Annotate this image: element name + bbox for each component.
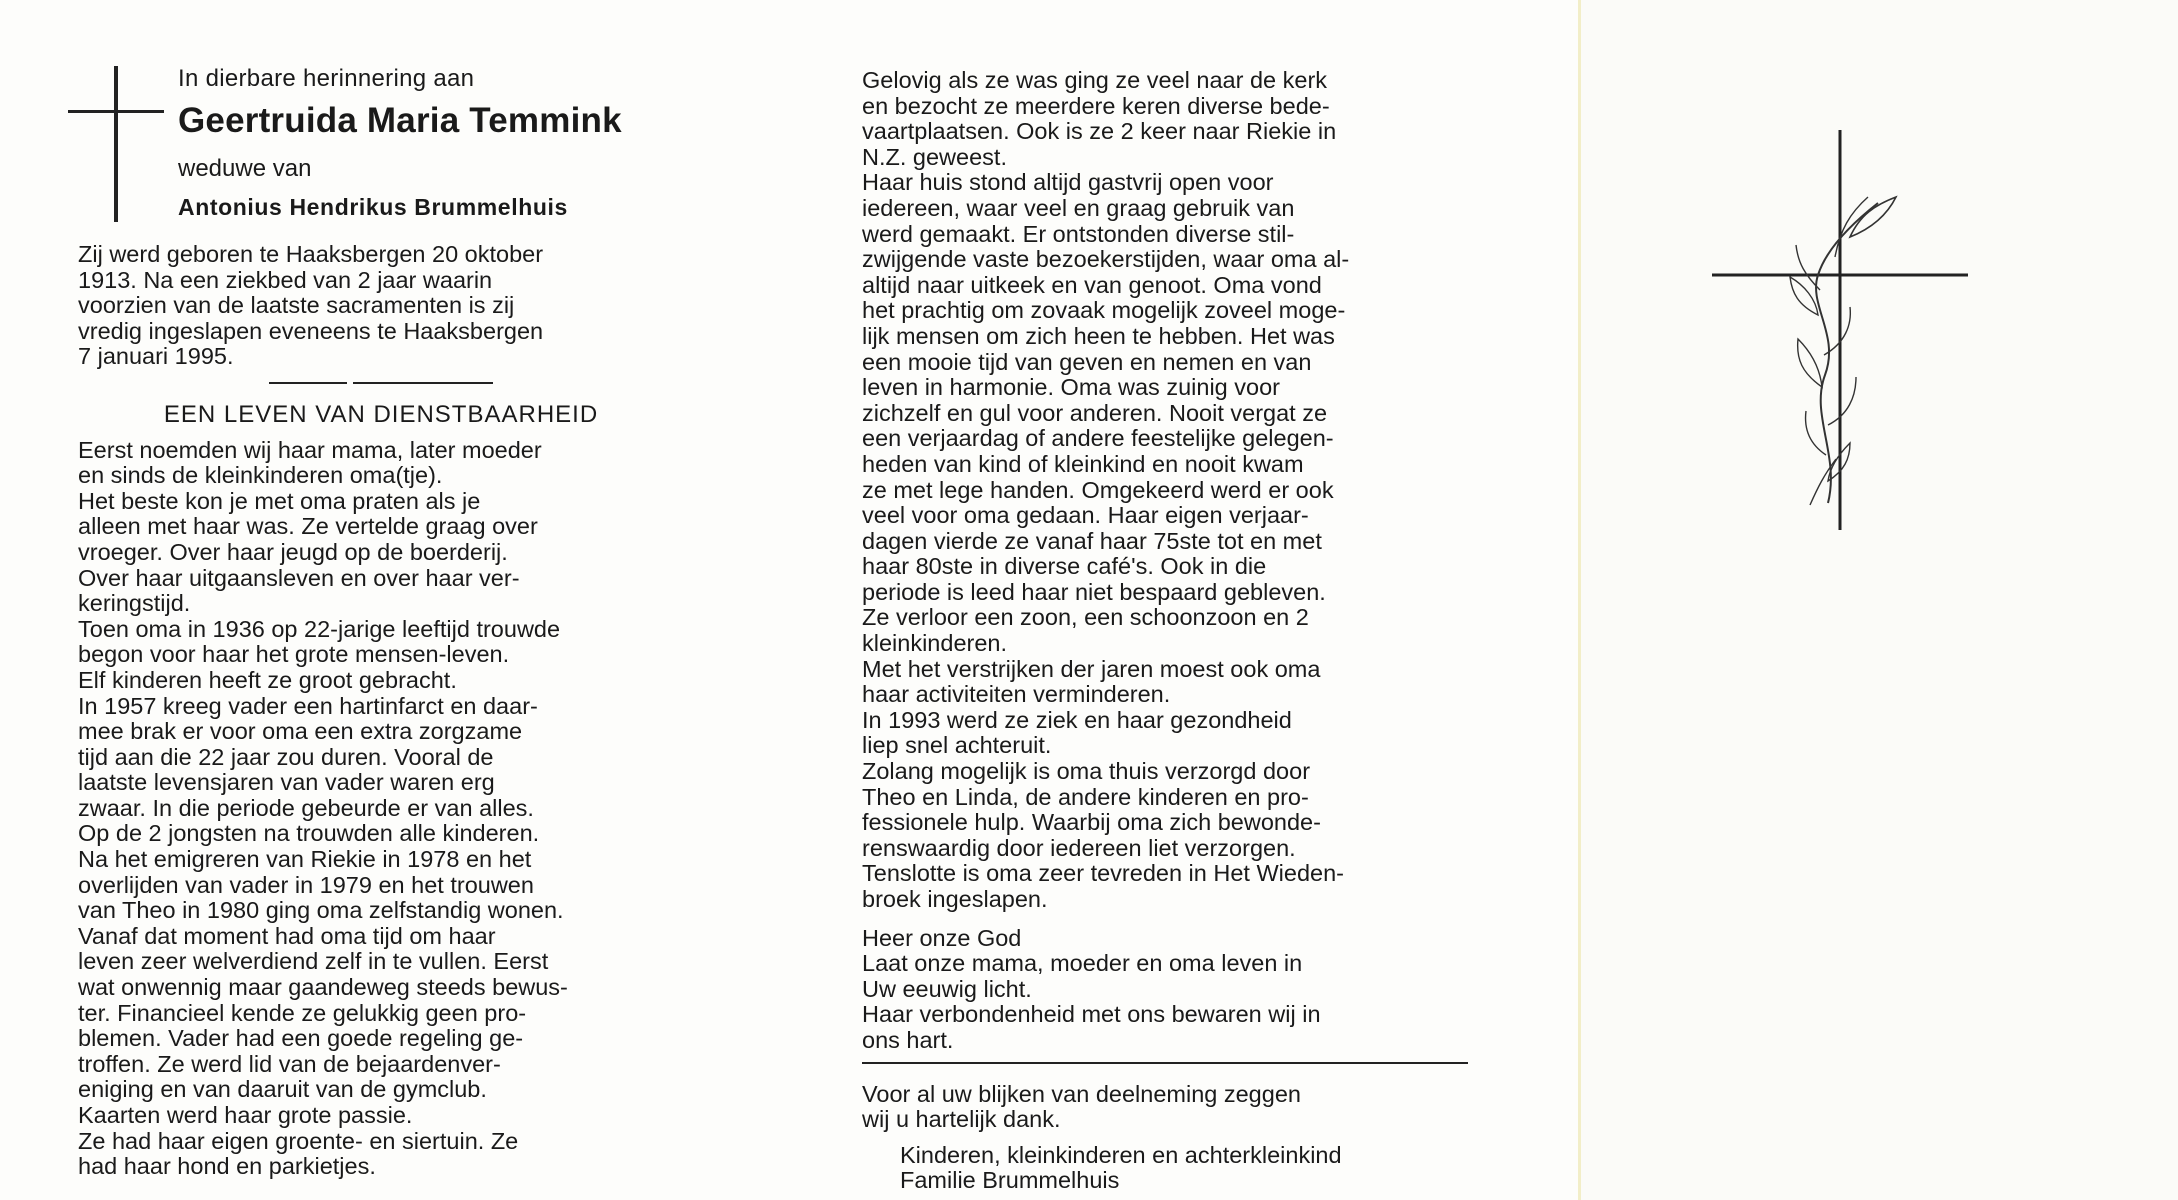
text-line: tijd aan die 22 jaar zou duren. Vooral de (78, 743, 494, 770)
husband-name: Antonius Hendrikus Brummelhuis (178, 194, 568, 220)
life-story-part1 (78, 438, 684, 1180)
text-line: Eerst noemden wij haar mama, later moeder (78, 436, 542, 463)
text-line: periode is leed haar niet bespaard gebleven. (862, 578, 1326, 605)
text-line: overlijden van vader in 1979 en het trouwen (78, 871, 534, 898)
text-line: voorzien van de laatste sacramenten is zij (78, 292, 515, 319)
prayer (862, 926, 1468, 1054)
text-line: kleinkinderen. (862, 630, 1008, 657)
text-line: Vanaf dat moment had oma tijd om haar (78, 922, 496, 949)
text-line: Het beste kon je met oma praten als je (78, 487, 481, 514)
text-line: troffen. Ze werd lid van de bejaardenver- (78, 1050, 501, 1077)
text-line: In 1993 werd ze ziek en haar gezondheid (862, 706, 1292, 733)
text-line: Over haar uitgaansleven en over haar ver- (78, 564, 520, 591)
text-line: keringstijd. (78, 590, 191, 617)
text-line: Tenslotte is oma zeer tevreden in Het Wieden- (862, 860, 1344, 887)
text-line: alleen met haar was. Ze vertelde graag over (78, 513, 538, 540)
text-line: Uw eeuwig licht. (862, 975, 1032, 1002)
text-line: mee brak er voor oma een extra zorgzame (78, 718, 523, 745)
birth-paragraph (78, 242, 684, 370)
text-line: dagen vierde ze vanaf haar 75ste tot en met (862, 527, 1322, 554)
thanks-text (862, 1082, 1468, 1133)
text-line: had haar hond en parkietjes. (78, 1153, 376, 1180)
text-line: 1913. Na een ziekbed van 2 jaar waarin (78, 266, 493, 293)
text-line: Toen oma in 1936 op 22-jarige leeftijd trouwde (78, 615, 561, 642)
memorial-header (178, 64, 738, 222)
text-line: werd gemaakt. Er ontstonden diverse stil- (862, 220, 1295, 247)
text-line: laatste levensjaren van vader waren erg (78, 769, 495, 796)
text-line: zichzelf en gul voor anderen. Nooit vergat ze (862, 399, 1328, 426)
text-line: wat onwennig maar gaandeweg steeds bewus- (78, 974, 568, 1001)
intro-text: In dierbare herinnering aan (178, 65, 475, 92)
deceased-name: Geertruida Maria Temmink (178, 101, 622, 140)
text-line: Elf kinderen heeft ze groot gebracht. (78, 666, 457, 693)
text-line: begon voor haar het grote mensen-leven. (78, 641, 510, 668)
text-line: Laat onze mama, moeder en oma leven in (862, 950, 1303, 977)
text-line: veel voor oma gedaan. Haar eigen verjaar- (862, 502, 1309, 529)
small-cross-icon (68, 66, 164, 222)
text-line: Gelovig als ze was ging ze veel naar de kerk (862, 67, 1328, 93)
long-divider (862, 1062, 1468, 1064)
text-line: Op de 2 jongsten na trouwden alle kinderen. (78, 820, 540, 847)
text-line: wij u hartelijk dank. (862, 1106, 1061, 1133)
text-line: Na het emigreren van Riekie in 1978 en het (78, 846, 532, 873)
text-line: een mooie tijd van geven en nemen en van (862, 348, 1312, 375)
text-line: Heer onze God (862, 924, 1022, 951)
text-line: broek ingeslapen. (862, 886, 1048, 912)
text-line: Ze had haar eigen groente- en siertuin. Ze (78, 1127, 519, 1154)
text-line: altijd naar uitkeek en van genoot. Oma vond (862, 271, 1322, 298)
life-story-part2 (862, 68, 1468, 913)
text-line: Kinderen, kleinkinderen en achterkleinkind (900, 1141, 1342, 1168)
text-line: renswaardig door iedereen liet verzorgen. (862, 834, 1296, 861)
text-line: het prachtig om zovaak mogelijk zoveel moge- (862, 297, 1346, 324)
text-line: vredig ingeslapen eveneens te Haaksbergen (78, 317, 544, 344)
widow-label: weduwe van (178, 155, 312, 182)
text-line: en sinds de kleinkinderen oma(tje). (78, 462, 443, 489)
text-line: blemen. Vader had een goede regeling ge- (78, 1025, 524, 1052)
text-line: en bezocht ze meerdere keren diverse bede- (862, 92, 1330, 119)
text-line: ter. Financieel kende ze gelukkig geen pro- (78, 999, 527, 1026)
text-column-left (78, 242, 684, 1180)
text-line: leven in harmonie. Oma was zuinig voor (862, 374, 1280, 401)
text-line: N.Z. geweest. (862, 143, 1007, 170)
text-line: liep snel achteruit. (862, 732, 1052, 759)
text-line: haar activiteiten verminderen. (862, 681, 1171, 708)
text-line: Haar verbondenheid met ons bewaren wij in (862, 1001, 1321, 1028)
text-line: fessionele hulp. Waarbij oma zich bewonde- (862, 809, 1321, 836)
text-line: heden van kind of kleinkind en nooit kwam (862, 450, 1304, 477)
text-line: ons hart. (862, 1026, 954, 1053)
text-line: iedereen, waar veel en graag gebruik van (862, 194, 1295, 221)
section-title: EEN LEVEN VAN DIENSTBAARHEID (163, 400, 599, 428)
text-line: zwaar. In die periode gebeurde er van alles. (78, 794, 534, 821)
short-divider (78, 382, 684, 384)
text-line: haar 80ste in diverse café's. Ook in die (862, 553, 1267, 580)
family-signature (862, 1143, 1468, 1194)
text-line: ze met lege handen. Omgekeerd werd er ook (862, 476, 1334, 503)
text-line: Ze verloor een zoon, een schoonzoon en 2 (862, 604, 1309, 631)
text-line: Haar huis stond altijd gastvrij open voor (862, 169, 1274, 196)
cross-with-branch-icon (1700, 125, 1970, 545)
text-line: Kaarten werd haar grote passie. (78, 1102, 413, 1128)
text-line: Met het verstrijken der jaren moest ook oma (862, 655, 1321, 682)
text-line: Voor al uw blijken van deelneming zeggen (862, 1080, 1301, 1107)
text-line: van Theo in 1980 ging oma zelfstandig wonen. (78, 897, 564, 924)
text-column-middle (862, 68, 1468, 1194)
text-line: 7 januari 1995. (78, 343, 234, 370)
text-line: Zij werd geboren te Haaksbergen 20 oktober (78, 241, 544, 267)
text-line: Theo en Linda, de andere kinderen en pro- (862, 783, 1309, 810)
text-line: zwijgende vaste bezoekerstijden, waar oma al- (862, 246, 1350, 273)
text-line: vroeger. Over haar jeugd op de boerderij. (78, 538, 508, 565)
text-line: een verjaardag of andere feestelijke gelegen- (862, 425, 1334, 452)
text-line: In 1957 kreeg vader een hartinfarct en daar- (78, 692, 538, 719)
text-line: Familie Brummelhuis (900, 1167, 1120, 1194)
text-line: Zolang mogelijk is oma thuis verzorgd door (862, 758, 1311, 785)
text-line: eniging en van daaruit van de gymclub. (78, 1076, 487, 1103)
text-line: lijk mensen om zich heen te hebben. Het was (862, 322, 1335, 349)
text-line: leven zeer welverdiend zelf in te vullen. Eerst (78, 948, 549, 975)
text-line: vaartplaatsen. Ook is ze 2 keer naar Riekie in (862, 118, 1337, 145)
